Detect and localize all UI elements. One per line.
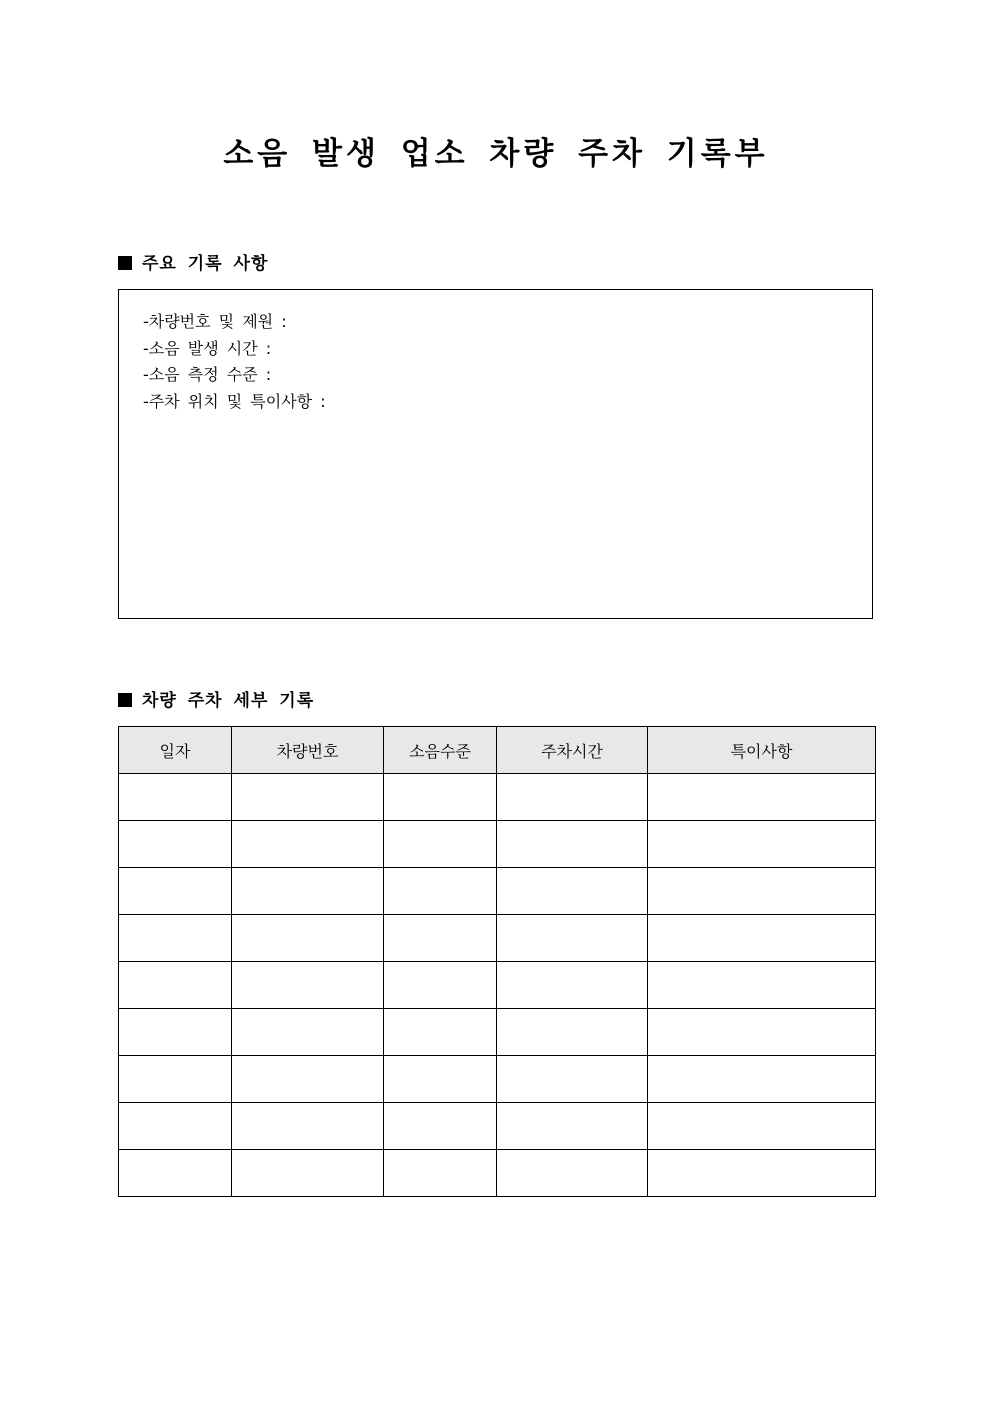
cell-parking-time[interactable] [497,1150,648,1197]
table-row [119,915,876,962]
cell-noise-level[interactable] [384,1056,497,1103]
column-header-vehicle-number: 차량번호 [232,727,384,774]
table-row [119,962,876,1009]
cell-parking-time[interactable] [497,821,648,868]
cell-noise-level[interactable] [384,774,497,821]
column-header-notes: 특이사항 [648,727,876,774]
cell-date[interactable] [119,1056,232,1103]
table-row [119,1103,876,1150]
column-header-date: 일자 [119,727,232,774]
table-row [119,868,876,915]
cell-vehicle-number[interactable] [232,1103,384,1150]
cell-vehicle-number[interactable] [232,915,384,962]
cell-parking-time[interactable] [497,774,648,821]
cell-date[interactable] [119,774,232,821]
cell-notes[interactable] [648,868,876,915]
cell-vehicle-number[interactable] [232,1150,384,1197]
section-heading-label: 주요 기록 사항 [142,254,269,274]
cell-date[interactable] [119,1150,232,1197]
column-header-noise-level: 소음수준 [384,727,497,774]
cell-parking-time[interactable] [497,1056,648,1103]
cell-date[interactable] [119,1103,232,1150]
main-records-list [119,290,872,415]
cell-date[interactable] [119,962,232,1009]
cell-noise-level[interactable] [384,1103,497,1150]
square-bullet-icon [118,693,132,707]
table-row [119,1009,876,1056]
cell-noise-level[interactable] [384,1009,497,1056]
cell-notes[interactable] [648,774,876,821]
cell-vehicle-number[interactable] [232,774,384,821]
cell-date[interactable] [119,821,232,868]
square-bullet-icon [118,256,132,270]
table-row [119,821,876,868]
record-item-noise-time: -소음 발생 시간 : [143,338,272,358]
cell-vehicle-number[interactable] [232,1009,384,1056]
record-item-vehicle-info: -차량번호 및 제원 : [143,312,287,331]
cell-notes[interactable] [648,1103,876,1150]
cell-notes[interactable] [648,821,876,868]
section-heading-label: 차량 주차 세부 기록 [142,691,315,711]
column-header-parking-time: 주차시간 [497,727,648,774]
cell-noise-level[interactable] [384,868,497,915]
parking-record-table [118,726,876,1197]
cell-date[interactable] [119,868,232,915]
cell-noise-level[interactable] [384,915,497,962]
table-header-row [119,727,876,774]
record-item-parking-location: -주차 위치 및 특이사항 : [143,391,326,411]
cell-parking-time[interactable] [497,1103,648,1150]
cell-vehicle-number[interactable] [232,1056,384,1103]
cell-notes[interactable] [648,1009,876,1056]
cell-notes[interactable] [648,1150,876,1197]
cell-vehicle-number[interactable] [232,821,384,868]
table-row [119,1150,876,1197]
main-records-box [118,289,873,619]
cell-noise-level[interactable] [384,821,497,868]
cell-parking-time[interactable] [497,915,648,962]
cell-notes[interactable] [648,962,876,1009]
cell-noise-level[interactable] [384,1150,497,1197]
table-row [119,774,876,821]
table-body [119,774,876,1197]
cell-vehicle-number[interactable] [232,962,384,1009]
table-row [119,1056,876,1103]
cell-notes[interactable] [648,915,876,962]
section-heading-main-records [118,252,268,276]
page-title: 소음 발생 업소 차량 주차 기록부 [223,136,769,172]
cell-vehicle-number[interactable] [232,868,384,915]
cell-notes[interactable] [648,1056,876,1103]
cell-noise-level[interactable] [384,962,497,1009]
record-item-noise-level: -소음 측정 수준 : [143,365,272,384]
cell-parking-time[interactable] [497,868,648,915]
cell-parking-time[interactable] [497,1009,648,1056]
cell-parking-time[interactable] [497,962,648,1009]
cell-date[interactable] [119,915,232,962]
cell-date[interactable] [119,1009,232,1056]
section-heading-detail-records [118,689,314,713]
